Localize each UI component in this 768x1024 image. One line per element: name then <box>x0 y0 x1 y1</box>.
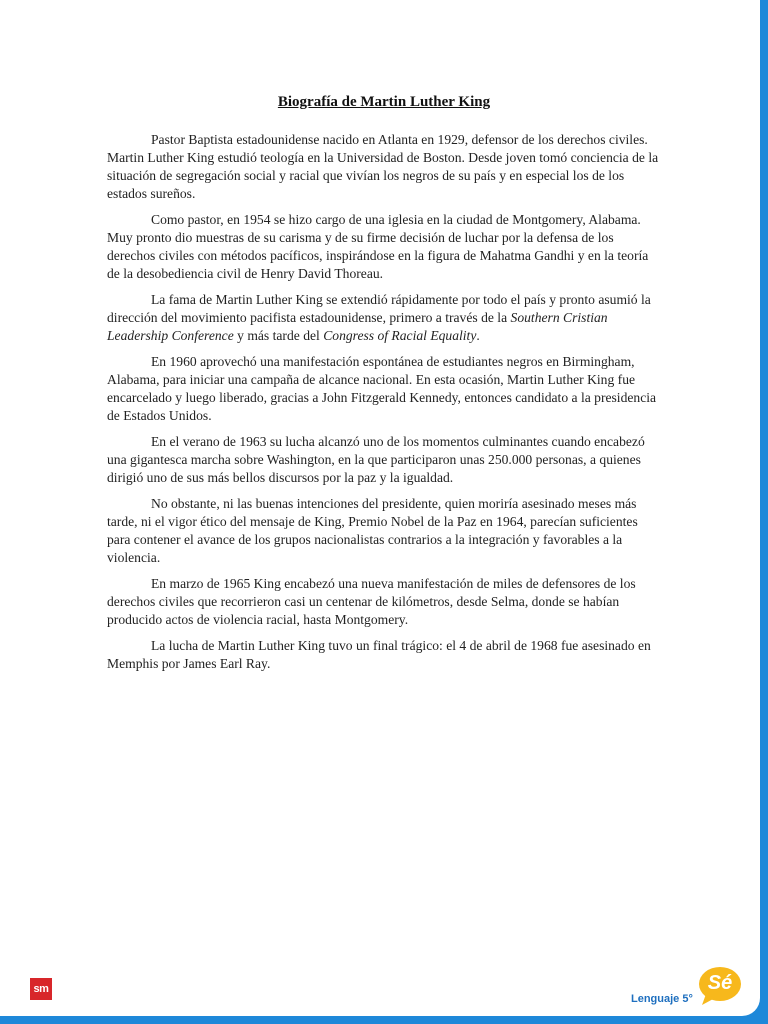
paragraph-2: Como pastor, en 1954 se hizo cargo de una iglesia en la ciudad de Montgomery, Alabama. Muy pronto dio muestras de su carisma y de su firme decisión de luchar por la defensa de los derechos civiles con métodos pacíficos, inspirándose en la figura de Mahatma Gandhi y en la teoría de la desobediencia civil de Henry David Thoreau. <box>107 212 649 281</box>
paragraph-3-lead: La fama de Martin Luther King se extendió rápidamente por todo el país y pronto asumió la dirección del movimiento pacifista estadounidense, primero a través de la <box>107 292 651 325</box>
paragraph-5: En el verano de 1963 su lucha alcanzó uno de los momentos culminantes cuando encabezó una gigantesca marcha sobre Washington, en la que participaron unas 250.000 personas, a quienes dirigió uno de sus más bellos discursos por la paz y la igualdad. <box>107 434 645 485</box>
paragraph-3-end: . <box>476 328 480 343</box>
organization-sclc: Southern Cristian Leadership Conference <box>107 310 608 343</box>
document-body <box>107 131 659 681</box>
paragraph-4: En 1960 aprovechó una manifestación espontánea de estudiantes negros en Birmingham, Alabama, para iniciar una campaña de alcance nacional. En esta ocasión, Martin Luther King fue encarcelado y luego liberado, gracias a John Fitzgerald Kennedy, entonces candidato a la presidencia de Estados Unidos. <box>107 354 657 423</box>
brand-logo-text: Sé <box>707 972 733 994</box>
organization-core: Congress of Racial Equality <box>323 328 477 343</box>
brand-speech-bubble-icon <box>698 966 742 1006</box>
paragraph-3 <box>107 291 659 345</box>
paragraph-8: La lucha de Martin Luther King tuvo un final trágico: el 4 de abril de 1968 fue asesinado en Memphis por James Earl Ray. <box>107 638 651 671</box>
publisher-logo: sm <box>30 978 52 1000</box>
paragraph-6: No obstante, ni las buenas intenciones del presidente, quien moriría asesinado meses más tarde, ni el vigor ético del mensaje de King, Premio Nobel de la Paz en 1964, parecían suficientes para contener el avance de los grupos nacionalistas contrarios a la integración y favorables a la violencia. <box>107 496 638 565</box>
document-title: Biografía de Martin Luther King <box>277 94 491 110</box>
paragraph-1: Pastor Baptista estadounidense nacido en Atlanta en 1929, defensor de los derechos civiles. Martin Luther King estudió teología en la Universidad de Boston. Desde joven tomó conciencia de la situación de segregación social y racial que vivían los negros de su país y en especial los de los estados sureños. <box>107 132 659 201</box>
paragraph-3-middle: y más tarde del <box>233 328 324 343</box>
footer-course-label: Lenguaje 5° <box>631 993 693 1005</box>
paragraph-7: En marzo de 1965 King encabezó una nueva manifestación de miles de defensores de los derechos civiles que recorrieron casi un centenar de kilómetros, desde Selma, donde se habían producido actos de violencia racial, hasta Montgomery. <box>107 576 636 627</box>
